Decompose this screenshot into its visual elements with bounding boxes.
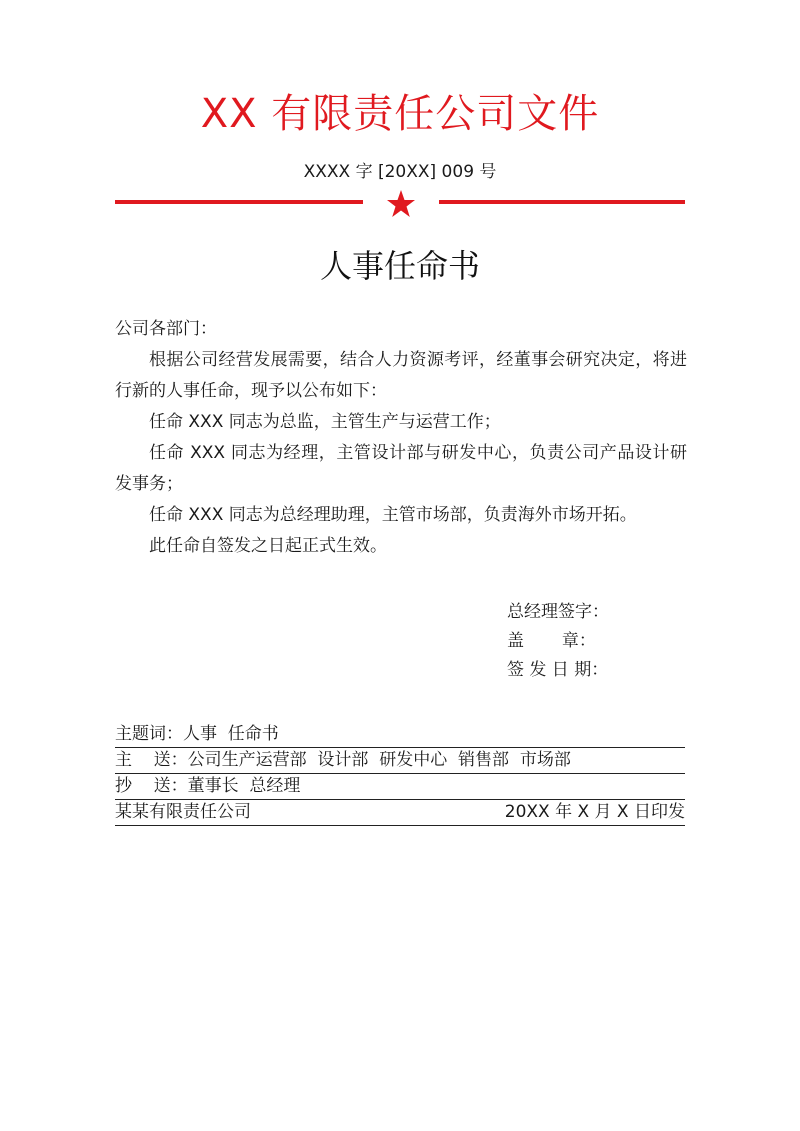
effective-statement: 此任命自签发之日起正式生效。 [149,536,387,556]
red-divider-left [115,200,363,204]
appointment-item: 任命 XXX 同志为总经理助理，主管市场部，负责海外市场开拓。 [149,505,637,525]
main-recipients: 主 送：公司生产运营部 设计部 研发中心 销售部 市场部 [115,750,571,770]
document-title: 人事任命书 [319,247,480,285]
document-number: XXXX 字 [20XX] 009 号 [303,162,497,182]
subject-keywords: 主题词：人事 任命书 [115,724,279,744]
print-date: 20XX 年 X 月 X 日印发 [504,802,685,822]
copy-recipients: 抄 送：董事长 总经理 [115,776,301,796]
issuer-name: 某某有限责任公司 [115,802,251,822]
footer-subject-row [115,722,685,748]
footer-issuer-row [115,800,685,826]
footer-main-send-row [115,748,685,774]
footer-copy-send-row [115,774,685,800]
star-icon [386,189,416,219]
salutation: 公司各部门： [115,319,217,339]
seal-label: 盖 章： [507,631,596,651]
org-header-title: XX 有限责任公司文件 [200,91,600,137]
document-body [115,314,687,562]
red-divider-right [439,200,685,204]
document-footer [115,722,685,826]
appointment-item: 任命 XXX 同志为经理，主管设计部与研发中心，负责公司产品设计研发事务； [115,443,687,494]
signature-block [507,598,609,685]
body-paragraph: 根据公司经营发展需要，结合人力资源考评，经董事会研究决定，将进行新的人事任命，现予以公布如下： [115,350,687,401]
issue-date-label: 签 发 日 期： [507,660,609,680]
manager-signature-label: 总经理签字： [507,602,609,622]
appointment-item: 任命 XXX 同志为总监，主管生产与运营工作； [149,412,501,432]
